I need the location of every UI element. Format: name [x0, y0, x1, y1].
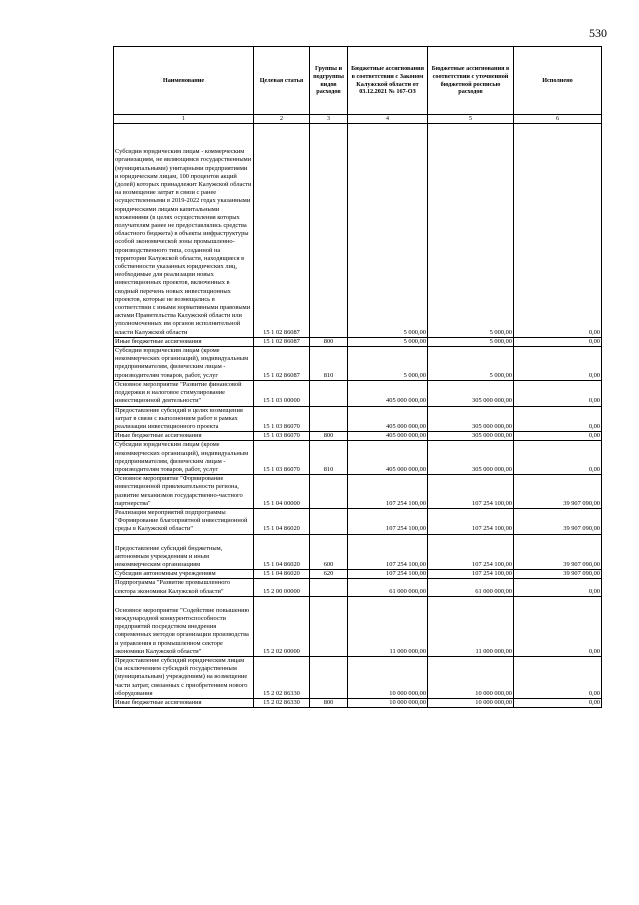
row-clarified-amount: 305 000 000,00 [428, 406, 514, 432]
table-row [114, 380, 602, 406]
row-name: Основное мероприятие "Развитие финансовой поддержки и налоговое стимулирование инвестиционной деятельности" [114, 380, 254, 406]
row-name: Иные бюджетные ассигнования [114, 699, 254, 708]
row-law-amount: 11 000 000,00 [348, 596, 428, 656]
table-row [114, 534, 602, 570]
column-number: 2 [254, 115, 310, 124]
row-law-amount: 405 000 000,00 [348, 406, 428, 432]
table-row [114, 441, 602, 475]
row-clarified-amount: 305 000 000,00 [428, 380, 514, 406]
row-expense-group [310, 475, 348, 509]
row-expense-group: 800 [310, 337, 348, 346]
row-law-amount: 405 000 000,00 [348, 441, 428, 475]
row-clarified-amount: 305 000 000,00 [428, 441, 514, 475]
header-name: Наименование [114, 47, 254, 115]
row-expense-group [310, 579, 348, 596]
row-name: Субсидии юридическим лицам (кроме некоммерческих организаций), индивидуальным предпринимателям, физическим лицам - производителям товаров, работ, услуг [114, 441, 254, 475]
row-expense-group [310, 596, 348, 656]
row-name: Иные бюджетные ассигнования [114, 432, 254, 441]
row-executed-amount: 39 907 090,00 [514, 534, 602, 570]
row-clarified-amount: 61 000 000,00 [428, 579, 514, 596]
row-executed-amount: 0,00 [514, 596, 602, 656]
row-law-amount: 107 254 100,00 [348, 570, 428, 579]
row-name: Подпрограмма "Развитие промышленного сектора экономики Калужской области" [114, 579, 254, 596]
table-row [114, 570, 602, 579]
table-row [114, 508, 602, 534]
row-law-amount: 10 000 000,00 [348, 699, 428, 708]
row-target-article: 15 1 03 86070 [254, 406, 310, 432]
row-clarified-amount: 107 254 100,00 [428, 475, 514, 509]
row-target-article: 15 1 03 00000 [254, 380, 310, 406]
row-law-amount: 107 254 100,00 [348, 534, 428, 570]
row-clarified-amount: 11 000 000,00 [428, 596, 514, 656]
row-executed-amount: 0,00 [514, 432, 602, 441]
header-groups: Группы и подгруппы видов расходов [310, 47, 348, 115]
row-expense-group: 810 [310, 347, 348, 381]
row-expense-group [310, 406, 348, 432]
row-target-article: 15 1 04 00000 [254, 475, 310, 509]
row-law-amount: 405 000 000,00 [348, 432, 428, 441]
row-name: Предоставление субсидий в целях возмещения затрат в связи с выполнением работ в рамках реализации инвестиционного проекта [114, 406, 254, 432]
row-executed-amount: 0,00 [514, 406, 602, 432]
row-expense-group: 600 [310, 534, 348, 570]
table-row [114, 475, 602, 509]
row-law-amount: 107 254 100,00 [348, 508, 428, 534]
row-name: Предоставление субсидий юридическим лицам (за исключением субсидий государственным (муниципальным) учреждениям) на возмещение части затрат, связанных с приобретением нового оборудования [114, 656, 254, 698]
row-expense-group [310, 508, 348, 534]
row-name: Реализация мероприятий подпрограммы "Формирование благоприятной инвестиционной среды в Калужской области" [114, 508, 254, 534]
row-executed-amount: 39 907 090,00 [514, 475, 602, 509]
row-expense-group [310, 656, 348, 698]
column-number: 4 [348, 115, 428, 124]
row-law-amount: 405 000 000,00 [348, 380, 428, 406]
row-executed-amount: 39 907 090,00 [514, 508, 602, 534]
row-name: Основное мероприятие "Формирование инвестиционной привлекательности региона, развитие механизмов государственно-частного партнерства" [114, 475, 254, 509]
row-expense-group [310, 380, 348, 406]
row-executed-amount: 0,00 [514, 656, 602, 698]
row-target-article: 15 1 03 86070 [254, 441, 310, 475]
row-law-amount: 10 000 000,00 [348, 656, 428, 698]
table-row [114, 124, 602, 338]
row-law-amount: 5 000,00 [348, 124, 428, 338]
row-name: Субсидии юридическим лицам (кроме некоммерческих организаций), индивидуальным предпринимателям, физическим лицам - производителям товаров, работ, услуг [114, 347, 254, 381]
row-name: Субсидии юридическим лицам - коммерческим организациям, не являющимся государственными (муниципальными) унитарными предприятиями и юридическим лицам, 100 процентов акций (долей) которых принадлежит Калужской области на возмещение затрат в связи с ранее осуществленными в 2019-2022 годах указанными юридическими лицами капитальными вложениями (в целях осуществления которых получателям ранее не предоставлялись средства областного бюджета) в объекты инфраструктуры особой экономической зоны промышленно-производственного типа, созданной на территории Калужской области, находящиеся в собственности указанных юридических лиц, необходимые для реализации новых инвестиционных проектов, включенных в сводный перечень новых инвестиционных проектов, которые не возмещались в соответствии с иными нормативными правовыми актами Правительства Калужской области или уполномоченных им органов исполнительной власти Калужской области [114, 124, 254, 338]
page-number: 530 [589, 26, 607, 40]
row-clarified-amount: 107 254 100,00 [428, 534, 514, 570]
row-law-amount: 61 000 000,00 [348, 579, 428, 596]
header-clarified: Бюджетные ассигнования в соответствии с уточненной бюджетной росписью расходов [428, 47, 514, 115]
column-number: 6 [514, 115, 602, 124]
row-name: Предоставление субсидий бюджетным, автономным учреждениям и иным некоммерческим организациям [114, 534, 254, 570]
table-row [114, 596, 602, 656]
table-row [114, 579, 602, 596]
table-row [114, 699, 602, 708]
row-executed-amount: 0,00 [514, 441, 602, 475]
row-executed-amount: 0,00 [514, 699, 602, 708]
row-expense-group: 620 [310, 570, 348, 579]
row-expense-group: 800 [310, 699, 348, 708]
table-body [114, 124, 602, 708]
row-executed-amount: 0,00 [514, 380, 602, 406]
row-target-article: 15 2 00 00000 [254, 579, 310, 596]
row-target-article: 15 1 04 86020 [254, 570, 310, 579]
row-target-article: 15 1 03 86070 [254, 432, 310, 441]
table-row [114, 406, 602, 432]
row-law-amount: 107 254 100,00 [348, 475, 428, 509]
column-number-row [114, 115, 602, 124]
row-clarified-amount: 305 000 000,00 [428, 432, 514, 441]
column-number: 3 [310, 115, 348, 124]
row-target-article: 15 2 02 86330 [254, 656, 310, 698]
row-executed-amount: 0,00 [514, 124, 602, 338]
table-row [114, 656, 602, 698]
row-target-article: 15 1 02 86087 [254, 124, 310, 338]
row-name: Иные бюджетные ассигнования [114, 337, 254, 346]
row-law-amount: 5 000,00 [348, 347, 428, 381]
column-number: 1 [114, 115, 254, 124]
row-clarified-amount: 107 254 100,00 [428, 508, 514, 534]
row-target-article: 15 1 02 86087 [254, 347, 310, 381]
row-target-article: 15 1 02 86087 [254, 337, 310, 346]
row-executed-amount: 0,00 [514, 579, 602, 596]
table-row [114, 432, 602, 441]
table-header-row [114, 47, 602, 115]
row-clarified-amount: 5 000,00 [428, 347, 514, 381]
row-clarified-amount: 5 000,00 [428, 124, 514, 338]
header-article: Целевая статья [254, 47, 310, 115]
header-executed: Исполнено [514, 47, 602, 115]
row-target-article: 15 2 02 86330 [254, 699, 310, 708]
column-number: 5 [428, 115, 514, 124]
row-law-amount: 5 000,00 [348, 337, 428, 346]
row-clarified-amount: 10 000 000,00 [428, 656, 514, 698]
row-clarified-amount: 5 000,00 [428, 337, 514, 346]
row-name: Субсидии автономным учреждениям [114, 570, 254, 579]
row-executed-amount: 39 907 090,00 [514, 570, 602, 579]
row-target-article: 15 1 04 86020 [254, 534, 310, 570]
row-executed-amount: 0,00 [514, 347, 602, 381]
table-row [114, 337, 602, 346]
budget-table [113, 46, 602, 708]
row-target-article: 15 2 02 00000 [254, 596, 310, 656]
row-executed-amount: 0,00 [514, 337, 602, 346]
row-clarified-amount: 10 000 000,00 [428, 699, 514, 708]
row-expense-group: 810 [310, 441, 348, 475]
row-target-article: 15 1 04 86020 [254, 508, 310, 534]
row-expense-group: 800 [310, 432, 348, 441]
table-row [114, 347, 602, 381]
row-name: Основное мероприятие "Содействие повышению международной конкурентоспособности предприятий посредством внедрения современных методов организации производства и управления в промышленном секторе экономики Калужской области" [114, 596, 254, 656]
row-clarified-amount: 107 254 100,00 [428, 570, 514, 579]
header-law: Бюджетные ассигнования в соответствии с Законом Калужской области от 03.12.2021 № 167-ОЗ [348, 47, 428, 115]
row-expense-group [310, 124, 348, 338]
